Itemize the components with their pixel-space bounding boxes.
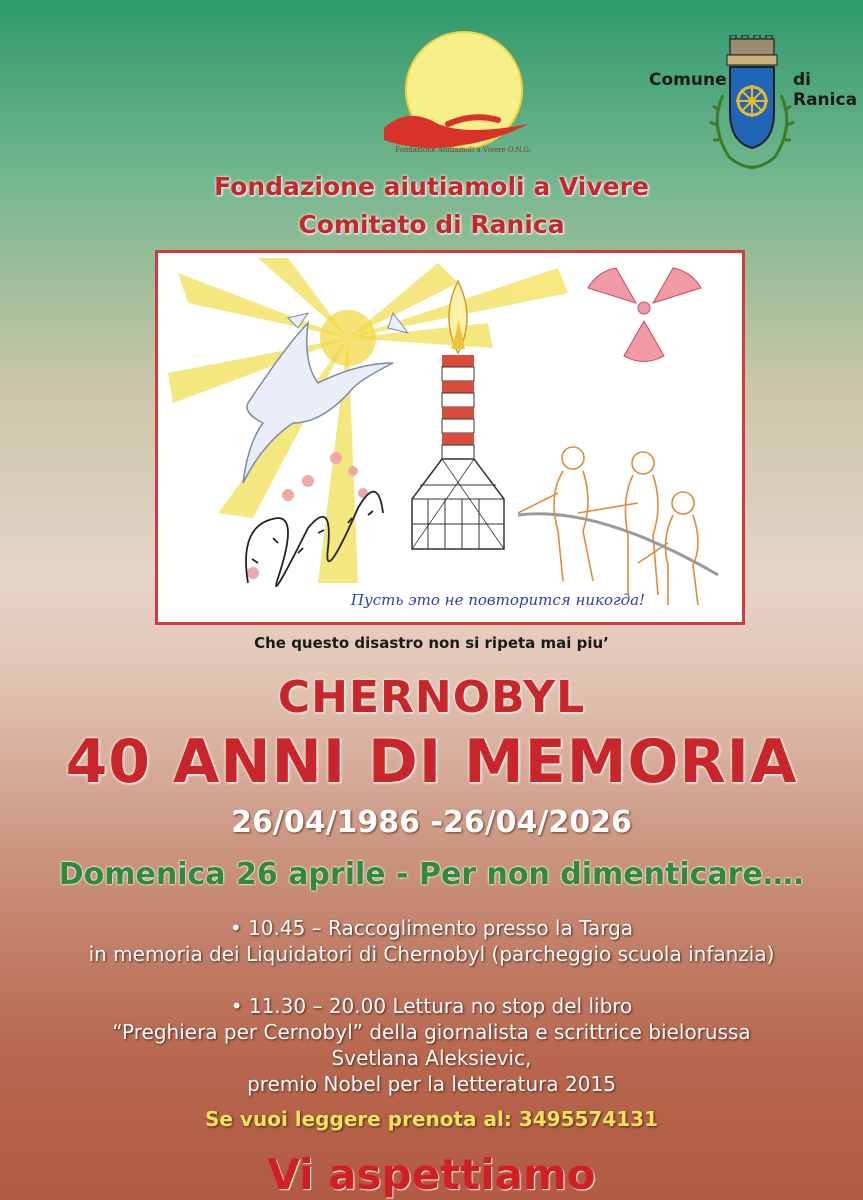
sun-rays [168,258,568,583]
event-day-line: Domenica 26 aprile - Per non dimenticare…. [58,857,805,892]
liquidators-figures [518,447,718,605]
comune-label: Comune [649,70,727,90]
title-40-anni: 40 ANNI DI MEMORIA [65,727,798,797]
item2-line4: premio Nobel per la letteratura 2015 [247,1072,616,1096]
item2-line1: • 11.30 – 20.00 Lettura no stop del libro [230,994,633,1018]
childs-drawing [155,250,745,625]
date-range: 26/04/1986 -26/04/2026 [231,805,632,840]
logo-text: Fondazione Aiutiamoli a Vivere O.N.G. [395,146,531,154]
closing-line: Vi aspettiamo [267,1150,596,1199]
drawing-illustration [158,253,742,622]
item1-line1: • 10.45 – Raccoglimento presso la Targa [229,916,634,940]
booking-line: Se vuoi leggere prenota al: 3495574131 [205,1107,658,1131]
drawing-caption: Che questo disastro non si ripeta mai piu’ [254,634,609,652]
ranica-label: di Ranica [793,70,858,110]
radiation-symbol-icon [588,268,701,361]
org-line-1: Fondazione aiutiamoli a Vivere [214,172,649,201]
item2-line2: “Preghiera per Cernobyl” della giornalista e scrittrice bielorussa [112,1020,751,1044]
item2-line3: Svetlana Aleksievic, [331,1046,532,1070]
barbed-wire-icon [246,492,383,587]
foundation-logo [378,28,548,158]
item1-line2: in memoria dei Liquidatori di Chernobyl (parcheggio scuola infanzia) [88,942,775,966]
title-chernobyl: CHERNOBYL [277,672,586,723]
drawing-handwritten-caption: Пусть это не повторится никогда! [350,591,646,609]
municipal-crest-block [645,35,863,185]
org-line-2: Comitato di Ranica [298,210,565,239]
crest-shield-icon [705,35,800,180]
